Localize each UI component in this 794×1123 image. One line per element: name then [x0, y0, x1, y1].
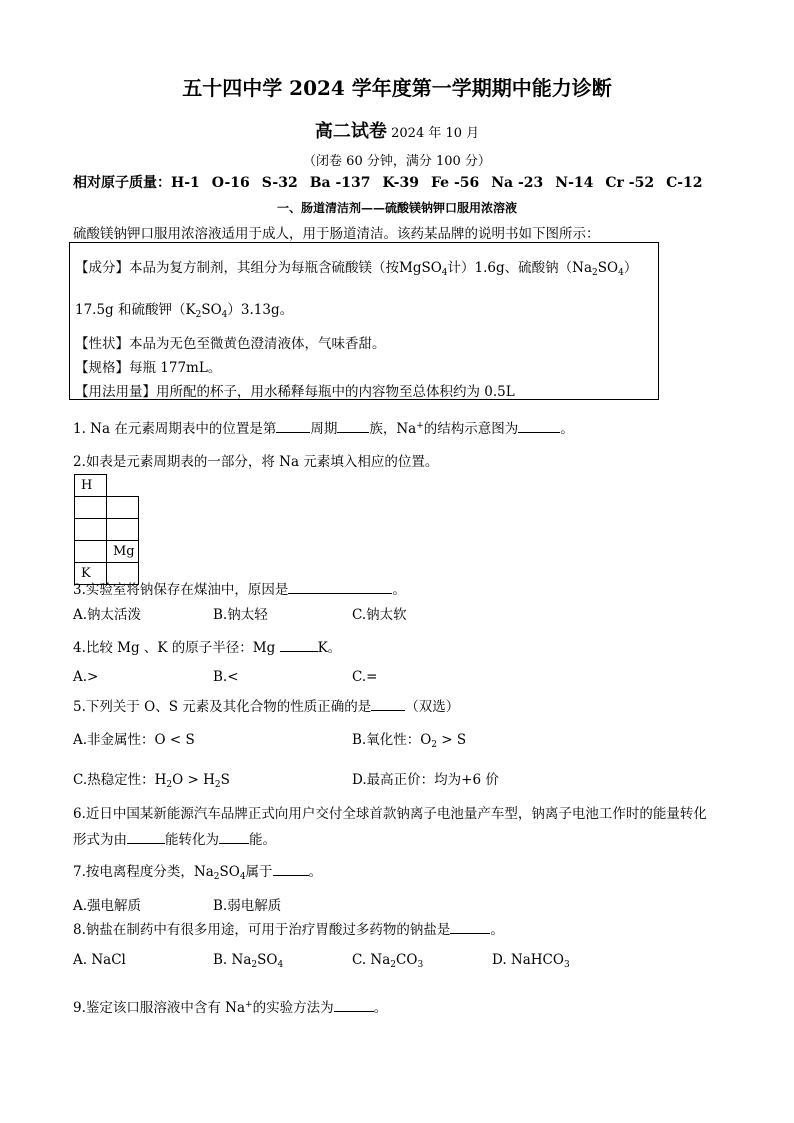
cell-mg: Mg — [107, 541, 139, 563]
answer-blank[interactable] — [276, 420, 310, 433]
answer-blank[interactable] — [219, 831, 249, 844]
periodic-table-fragment — [74, 474, 139, 585]
mass-item: O-16 — [211, 175, 250, 191]
q8-option-a[interactable]: A. NaCl — [73, 952, 126, 968]
answer-blank[interactable] — [337, 420, 369, 433]
cell-k: K — [75, 563, 107, 585]
exam-note: （闭卷 60 分钟，满分 100 分） — [303, 154, 491, 169]
mass-item: Fe -56 — [430, 175, 480, 191]
mass-item: S-32 — [261, 175, 298, 191]
question-7: 7.按电离程度分类，$Na_2SO_4$属于 。 — [73, 864, 323, 882]
question-3: 3.实验室将钠保存在煤油中，原因是 。 — [73, 582, 406, 598]
q8-option-d[interactable]: D. NaHCO$_3$ — [492, 952, 570, 970]
answer-blank[interactable] — [273, 863, 309, 876]
answer-blank[interactable] — [450, 921, 490, 934]
q5-option-c[interactable]: C.热稳定性：$H_2O > H_2S$ — [73, 772, 230, 790]
mass-item: N-14 — [555, 175, 594, 191]
table-cell[interactable] — [107, 519, 139, 541]
question-8: 8.钠盐在制药中有很多用途，可用于治疗胃酸过多药物的钠盐是 。 — [73, 922, 504, 938]
question-5: 5.下列关于 O、S 元素及其化合物的性质正确的是 （双选） — [73, 699, 460, 715]
table-cell[interactable] — [107, 497, 139, 519]
mass-item: Ba -137 — [309, 175, 371, 191]
leaflet-composition-cont: 17.5g 和硫酸钾$(K_2SO_4)3.13g$。 — [75, 302, 294, 320]
q4-option-c[interactable]: C.= — [352, 669, 378, 685]
question-6-cont: 形式为由 能转化为 能。 — [73, 832, 276, 848]
leaflet-properties: 【性状】本品为无色至微黄色澄清液体，气味香甜。 — [75, 336, 386, 352]
section-title: 一、肠道清洁剂——硫酸镁钠钾口服用浓溶液 — [276, 201, 517, 215]
q3-option-c[interactable]: C.钠太软 — [352, 607, 407, 623]
atomic-masses-label: 相对原子质量： — [73, 175, 171, 191]
mass-item: Cr -52 — [605, 175, 655, 191]
q4-option-a[interactable]: A.> — [73, 669, 99, 685]
leaflet-usage: 【用法用量】用所配的杯子，用水稀释每瓶中的内容物至总体积约为 0.5L — [75, 384, 515, 400]
table-cell[interactable] — [75, 497, 107, 519]
answer-blank[interactable] — [371, 698, 405, 711]
atomic-masses — [73, 172, 715, 192]
q5-option-b[interactable]: B.氧化性：$O_2 > S$ — [352, 732, 467, 750]
table-cell[interactable] — [75, 519, 107, 541]
question-6: 6.近日中国某新能源汽车品牌正式向用户交付全球首款钠离子电池量产车型，钠离子电池工作时的能量转化 — [73, 806, 707, 822]
q8-option-b[interactable]: B. $Na_2SO_4$ — [213, 952, 284, 970]
cell-h: H — [75, 475, 107, 497]
q7-option-a[interactable]: A.强电解质 — [73, 898, 142, 914]
answer-blank[interactable] — [127, 831, 165, 844]
drug-leaflet-box — [69, 242, 659, 400]
exam-subtitle — [0, 117, 794, 143]
answer-blank[interactable] — [518, 420, 560, 433]
answer-blank[interactable] — [288, 581, 392, 594]
q5-option-d[interactable]: D.最高正价：均为+6 价 — [352, 772, 499, 788]
question-4: 4.比较 Mg 、K 的原子半径：Mg K。 — [73, 640, 342, 656]
question-2: 2.如表是元素周期表的一部分，将 Na 元素填入相应的位置。 — [73, 454, 439, 470]
question-9: 9.鉴定该口服溶液中含有 Na+的实验方法为 。 — [73, 1000, 388, 1016]
mass-item: C-12 — [666, 175, 703, 191]
q3-option-a[interactable]: A.钠太活泼 — [73, 607, 142, 623]
q3-option-b[interactable]: B.钠太轻 — [213, 607, 268, 623]
question-1: 1. Na 在元素周期表中的位置是第 周期 族，Na+的结构示意图为 。 — [73, 421, 574, 437]
answer-blank[interactable] — [280, 639, 318, 652]
section-intro: 硫酸镁钠钾口服用浓溶液适用于成人，用于肠道清洁。该药某品牌的说明书如下图所示： — [73, 226, 600, 242]
q5-option-a[interactable]: A.非金属性：O < S — [73, 732, 195, 748]
mass-item: Na -23 — [491, 175, 544, 191]
q4-option-b[interactable]: B.< — [213, 669, 239, 685]
q8-option-c[interactable]: C. $Na_2CO_3$ — [352, 952, 424, 970]
leaflet-spec: 【规格】每瓶 177mL。 — [75, 360, 222, 376]
q7-option-b[interactable]: B.弱电解质 — [213, 898, 282, 914]
exam-title: 五十四中学 2024 学年度第一学期期中能力诊断 — [182, 76, 612, 100]
leaflet-composition: 【成分】本品为复方制剂，其组分为每瓶含硫酸镁（按MgSO$_4$计）1.6g、硫酸钠$(Na_2SO_4)$ — [75, 260, 638, 278]
table-cell[interactable] — [75, 541, 107, 563]
mass-item: K-39 — [382, 175, 419, 191]
mass-item: H-1 — [171, 175, 200, 191]
subtitle-main: 高二试卷 — [314, 121, 387, 142]
answer-blank[interactable] — [334, 999, 374, 1012]
subtitle-date: 2024 年 10 月 — [391, 126, 480, 141]
